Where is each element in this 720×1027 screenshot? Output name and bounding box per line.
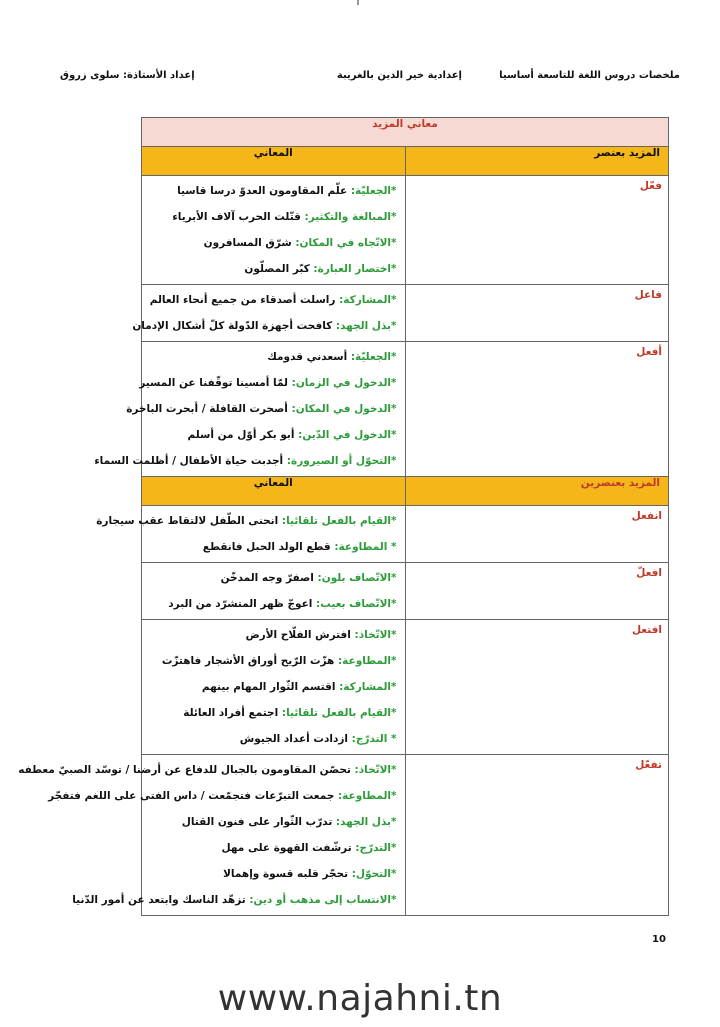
meaning-example: افترش الفلّاح الأرض <box>245 629 355 641</box>
meaning-example: جمعت التبرّعات فتجمّعت / داس الفتى على اللغم فتفجّر <box>48 790 338 802</box>
meaning-example: ازدادت أعداد الجيوش <box>239 733 352 745</box>
meaning-label: *الاتّجاه في المكان: <box>295 237 397 249</box>
meaning-line <box>142 593 397 613</box>
meaning-label: *الجعليّة: <box>350 351 397 363</box>
meaning-label: *اختصار العبارة: <box>313 263 397 275</box>
meaning-example: أجدبت حياة الأطفال / أظلمت السماء <box>94 455 287 467</box>
meanings-cell <box>94 342 406 477</box>
meaning-label: *بذل الجهد: <box>335 816 397 828</box>
top-edge-mark <box>357 0 359 5</box>
meaning-example: اصفرّ وجه المدخّن <box>220 572 318 584</box>
meaning-label: *المطاوعة: <box>337 655 397 667</box>
meaning-label: *الدخول في الزمان: <box>291 377 397 389</box>
meaning-label: *التحوّل: <box>351 868 397 880</box>
meaning-example: اقتسم الثّوار المهام بينهم <box>201 681 340 693</box>
meaning-line <box>142 676 397 702</box>
meaning-line <box>142 232 397 258</box>
meaning-label: *الاتّخاذ: <box>354 629 397 641</box>
meaning-line <box>132 315 397 335</box>
meaning-label: *الاتّخاذ: <box>354 764 397 776</box>
meaning-example: انحنى الطّفل لالتقاط عقب سيجارة <box>96 515 282 527</box>
meaning-label: *المطاوعة: <box>337 790 397 802</box>
meanings-cell <box>18 755 406 916</box>
meaning-line <box>72 889 397 909</box>
meaning-example: أسعدني قدومك <box>267 351 351 363</box>
meaning-label: *الدخول في الدّين: <box>298 429 397 441</box>
meaning-line <box>142 702 397 728</box>
table-row <box>142 285 669 342</box>
meaning-line <box>142 728 397 748</box>
meaning-line <box>142 206 397 232</box>
meaning-example: راسلت أصدقاء من جميع أنحاء العالم <box>149 294 340 306</box>
verb-form: فعّل <box>405 176 669 285</box>
meanings-cell <box>142 563 406 620</box>
meaning-example: تزهّد الناسك وابتعد عن أمور الدّنيا <box>72 894 250 906</box>
meaning-line <box>48 785 397 811</box>
meaning-line <box>142 811 397 837</box>
meaning-example: كبّر المصلّون <box>244 263 314 275</box>
meaning-example: قطع الولد الحبل فانقطع <box>202 541 335 553</box>
meaning-example: شرّق المسافرون <box>203 237 296 249</box>
meaning-line <box>18 759 397 785</box>
author-name: إعداد الأستاذة: سلوى زروق <box>60 70 195 81</box>
section-category-header: المزيد بعنصر <box>405 147 669 176</box>
meaning-label: *المشاركة: <box>339 294 397 306</box>
meaning-label: *الانتساب إلى مذهب أو دين: <box>249 894 397 906</box>
meaning-label: *الاتّصاف بلون: <box>317 572 397 584</box>
page-number: 10 <box>652 934 666 945</box>
school-name: إعدادية خير الدين بالغريبة <box>336 70 462 81</box>
table-title-row <box>142 118 669 147</box>
meanings-cell <box>96 506 406 563</box>
table-row <box>142 620 669 755</box>
meaning-example: أصحرت القافلة / أبحرت الباخرة <box>126 403 292 415</box>
meaning-label: *المشاركة: <box>339 681 397 693</box>
verb-form: أفعل <box>405 342 669 477</box>
meaning-line <box>96 510 397 536</box>
meaning-label: *التدرّج: <box>355 842 397 854</box>
section-header-row <box>142 477 669 506</box>
meaning-line <box>142 863 397 889</box>
meaning-line <box>142 180 397 206</box>
verb-form: انفعل <box>405 506 669 563</box>
table-row <box>142 563 669 620</box>
meaning-label: *المبالغة والتكثير: <box>304 211 397 223</box>
site-watermark: www.najahni.tn <box>217 978 503 1019</box>
meaning-label: *الدخول في المكان: <box>291 403 397 415</box>
meaning-line <box>142 567 397 593</box>
meanings-cell <box>132 285 406 342</box>
meaning-line <box>142 650 397 676</box>
verb-form: تفعّل <box>405 755 669 916</box>
meaning-label: * التدرّج: <box>351 733 397 745</box>
meaning-example: علّم المقاومون العدوّ درسا قاسيا <box>177 185 351 197</box>
section-meanings-header: المعاني <box>142 477 406 506</box>
meaning-label: * المطاوعة: <box>334 541 397 553</box>
meaning-label: *التحوّل أو الصيرورة: <box>286 455 397 467</box>
meaning-line <box>142 424 397 450</box>
meaning-line <box>94 450 397 470</box>
table-title: معاني المزيد <box>142 118 669 147</box>
meaning-example: تحجّر قلبه قسوة وإهمالا <box>223 868 352 880</box>
table-row <box>142 755 669 916</box>
section-category-header: المزيد بعنصرين <box>405 477 669 506</box>
section-header-row <box>142 147 669 176</box>
meaning-line <box>142 258 397 278</box>
meaning-line <box>142 289 397 315</box>
meaning-label: *القيام بالفعل تلقائيا: <box>281 515 397 527</box>
meaning-example: اجتمع أفراد العائلة <box>183 707 282 719</box>
meanings-cell <box>142 176 406 285</box>
verb-form: افتعل <box>405 620 669 755</box>
section-meanings-header: المعاني <box>142 147 406 176</box>
meaning-example: أبو بكر أوّل من أسلم <box>187 429 299 441</box>
meaning-example: كافحت أجهزة الدّولة كلّ أشكال الإدمان <box>132 320 336 332</box>
meaning-example: تدرّب الثّوار على فنون القتال <box>181 816 336 828</box>
meaning-label: *الاتّصاف بعيب: <box>316 598 397 610</box>
meaning-line <box>142 837 397 863</box>
meaning-example: قتّلت الحرب آلاف الأبرياء <box>172 211 305 223</box>
meaning-line <box>139 372 397 398</box>
meaning-example: هزّت الرّيح أوراق الأشجار فاهتزّت <box>161 655 338 667</box>
meaning-example: ترشّفت القهوة على مهل <box>221 842 356 854</box>
table-row <box>142 342 669 477</box>
meaning-line <box>142 624 397 650</box>
meaning-label: *بذل الجهد: <box>335 320 397 332</box>
table-row <box>142 506 669 563</box>
meaning-line <box>142 346 397 372</box>
meaning-example: لمّا أمسينا توقّفنا عن المسير <box>139 377 292 389</box>
meaning-label: *الجعليّة: <box>350 185 397 197</box>
verb-form: افعلّ <box>405 563 669 620</box>
verb-form: فاعل <box>405 285 669 342</box>
meanings-table <box>18 117 669 916</box>
meaning-example: اعوجّ ظهر المتشرّد من البرد <box>168 598 317 610</box>
course-title: ملخصات دروس اللغة للتاسعة أساسيا <box>499 70 680 81</box>
meaning-line <box>142 536 397 556</box>
page-header <box>60 70 680 88</box>
meaning-example: تحصّن المقاومون بالجبال للدفاع عن أرضنا / توسّد الصبيّ معطفه <box>18 764 355 776</box>
meaning-line <box>126 398 397 424</box>
meaning-label: *القيام بالفعل تلقائيا: <box>281 707 397 719</box>
meanings-cell <box>142 620 406 755</box>
table-row <box>142 176 669 285</box>
